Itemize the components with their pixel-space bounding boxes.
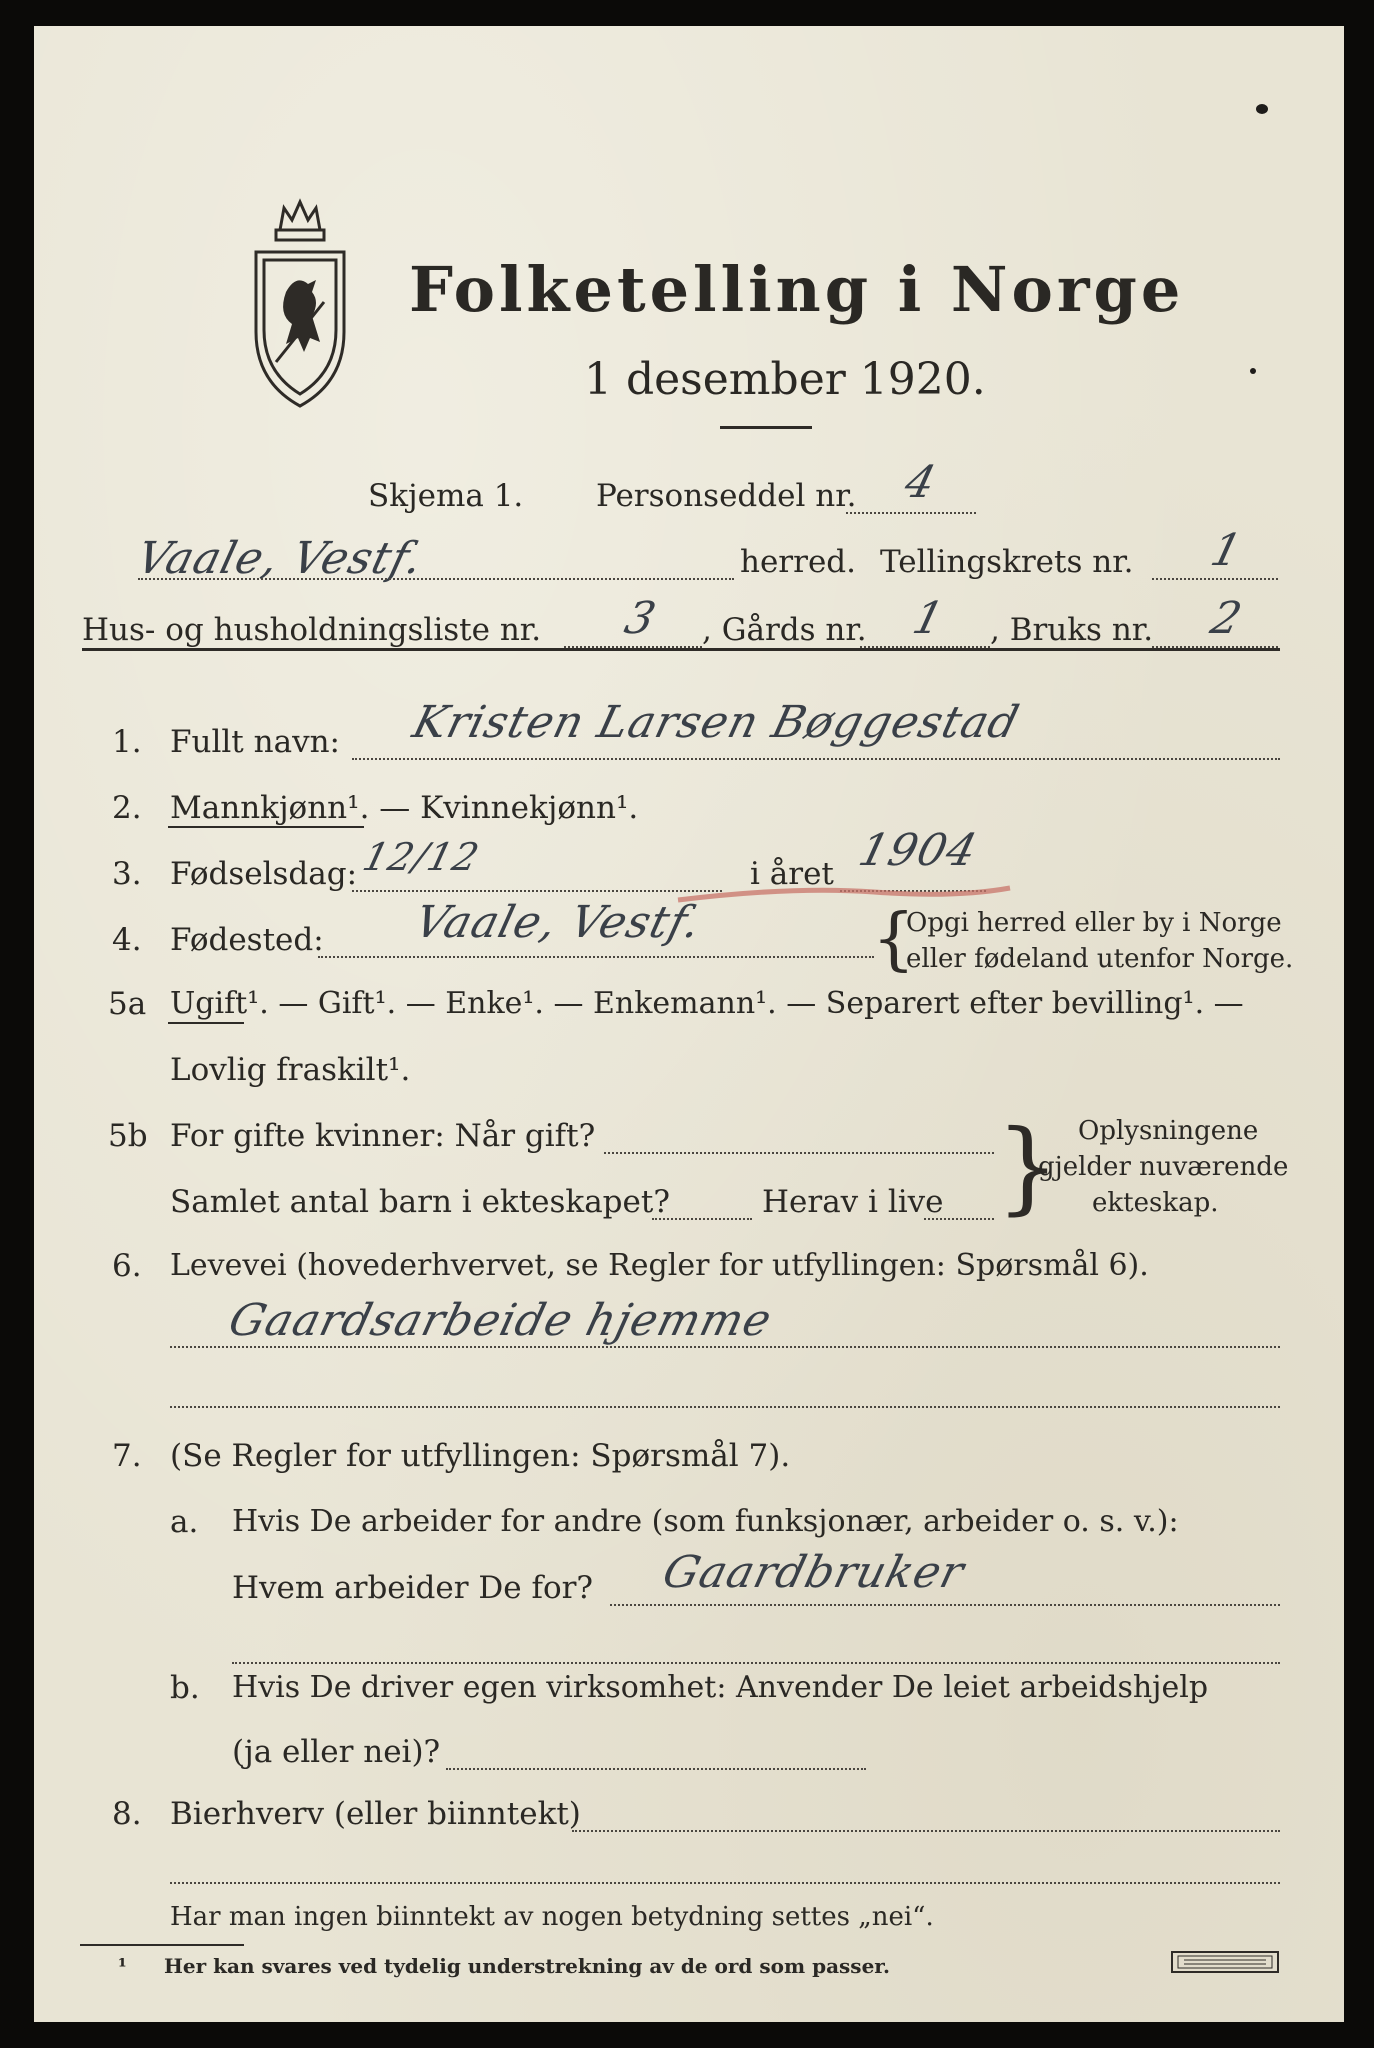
q6-dotline-2 — [170, 1406, 1280, 1408]
q7b-label-line2: (ja eller nei)? — [232, 1734, 441, 1770]
q4-dotline — [318, 956, 874, 958]
q5a-ugift-underline — [168, 1022, 244, 1024]
title-underline — [720, 426, 812, 429]
q3-label: Fødselsdag: — [170, 856, 358, 892]
census-form — [34, 26, 1344, 2022]
q5b-note-line3: ekteskap. — [1092, 1188, 1219, 1218]
q7a-label: Hvis De arbeider for andre (som funksjonær, arbeider o. s. v.): — [232, 1504, 1179, 1539]
q8-dotline-2 — [170, 1882, 1280, 1884]
footnote-mark: ¹ — [118, 1954, 127, 1978]
q7a-dotline — [610, 1604, 1280, 1606]
q6-value[interactable]: Gaardsarbeide hjemme — [223, 1295, 778, 1346]
q3-year-value[interactable]: 1904 — [853, 825, 983, 876]
q6-label: Levevei (hovederhvervet, se Regler for utfyllingen: Spørsmål 6). — [170, 1248, 1149, 1283]
herred-value[interactable]: Vaale, Vestf. — [131, 533, 429, 584]
bruks-label: , Bruks nr. — [990, 612, 1154, 648]
q7b-dotline — [446, 1768, 866, 1770]
q4-label: Fødested: — [170, 922, 324, 958]
skjema-label: Skjema 1. — [368, 478, 524, 514]
q4-note-brace: { — [872, 900, 916, 979]
q7b-label: Hvis De driver egen virksomhet: Anvender De leiet arbeidshjelp — [232, 1670, 1209, 1705]
gards-value[interactable]: 1 — [907, 593, 950, 644]
q1-label: Fullt navn: — [170, 724, 340, 760]
q7-label: (Se Regler for utfyllingen: Spørsmål 7). — [170, 1438, 791, 1474]
q5b-number: 5b — [108, 1118, 148, 1154]
personseddel-label: Personseddel nr. — [596, 478, 857, 514]
personseddel-value[interactable]: 4 — [899, 457, 942, 508]
q4-number: 4. — [112, 922, 142, 958]
tellingskrets-label: Tellingskrets nr. — [880, 544, 1134, 580]
q5b-label-line3: Herav i live — [762, 1184, 944, 1220]
q8-number: 8. — [112, 1796, 142, 1832]
q1-dotline — [352, 758, 1280, 760]
q2-label: Mannkjønn¹. — Kvinnekjønn¹. — [170, 790, 639, 826]
q5b-note-brace: } — [996, 1108, 1060, 1225]
nei-note: Har man ingen biinntekt av nogen betydning settes „nei“. — [170, 1902, 934, 1932]
herred-label: herred. — [740, 544, 856, 580]
q8-label: Bierhverv (eller biinntekt) — [170, 1796, 581, 1832]
q2-mannkjonn-underline — [168, 826, 364, 828]
footnote-text: Her kan svares ved tydelig understrekning av de ord som passer. — [164, 1954, 890, 1978]
ink-dot — [1250, 368, 1256, 374]
q5a-number: 5a — [108, 986, 147, 1022]
footnote-divider — [80, 1944, 244, 1946]
q2-number: 2. — [112, 790, 142, 826]
q7b-number: b. — [170, 1670, 200, 1706]
form-title: Folketelling i Norge — [409, 253, 1185, 326]
herred-dotline — [138, 578, 734, 580]
bruks-value[interactable]: 2 — [1205, 593, 1248, 644]
tellingskrets-value[interactable]: 1 — [1205, 525, 1248, 576]
q8-dotline — [572, 1830, 1280, 1832]
q7a-value[interactable]: Gaardbruker — [657, 1547, 970, 1598]
gards-label: , Gårds nr. — [702, 612, 867, 648]
q6-dotline-1 — [170, 1346, 1280, 1348]
q7a-label-line2: Hvem arbeider De for? — [232, 1570, 594, 1606]
q1-number: 1. — [112, 724, 142, 760]
q3-value[interactable]: 12/12 — [358, 835, 485, 879]
q5a-label: Ugift¹. — Gift¹. — Enke¹. — Enkemann¹. — Separert efter bevilling¹. — — [170, 986, 1244, 1021]
printer-stamp-icon — [1170, 1950, 1280, 1974]
q5b-dotline — [604, 1152, 994, 1154]
personseddel-dotline — [846, 512, 976, 514]
q3-dotline — [352, 890, 722, 892]
header-divider — [82, 648, 1280, 651]
q7a-dotline-2 — [232, 1662, 1280, 1664]
q5a-label-line2: Lovlig fraskilt¹. — [170, 1052, 411, 1088]
husholdning-label: Hus- og husholdningsliste nr. — [82, 612, 542, 648]
q5b-label-line2: Samlet antal barn i ekteskapet? — [170, 1184, 670, 1220]
q3-year-label: i året — [750, 856, 834, 892]
q5b-note-line1: Oplysningene — [1078, 1116, 1259, 1146]
q3-number: 3. — [112, 856, 142, 892]
q4-note-line2: eller fødeland utenfor Norge. — [906, 944, 1294, 974]
tellingskrets-dotline — [1152, 578, 1278, 580]
q5b-children-dotline — [652, 1218, 752, 1220]
ink-dot — [1256, 104, 1268, 114]
q4-value[interactable]: Vaale, Vestf. — [409, 897, 707, 948]
q4-note-line1: Opgi herred eller by i Norge — [906, 908, 1282, 938]
husholdning-value[interactable]: 3 — [619, 593, 662, 644]
q6-number: 6. — [112, 1248, 142, 1284]
q1-value[interactable]: Kristen Larsen Bøggestad — [407, 697, 1025, 748]
form-date: 1 desember 1920. — [584, 354, 986, 405]
q7-number: 7. — [112, 1438, 142, 1474]
q5b-note-line2: gjelder nuværende — [1038, 1152, 1289, 1182]
red-pencil-mark — [674, 878, 1014, 908]
q5b-label: For gifte kvinner: Når gift? — [170, 1118, 596, 1154]
q7a-number: a. — [170, 1504, 199, 1540]
q5b-alive-dotline — [924, 1218, 994, 1220]
coat-of-arms-icon — [246, 192, 354, 412]
